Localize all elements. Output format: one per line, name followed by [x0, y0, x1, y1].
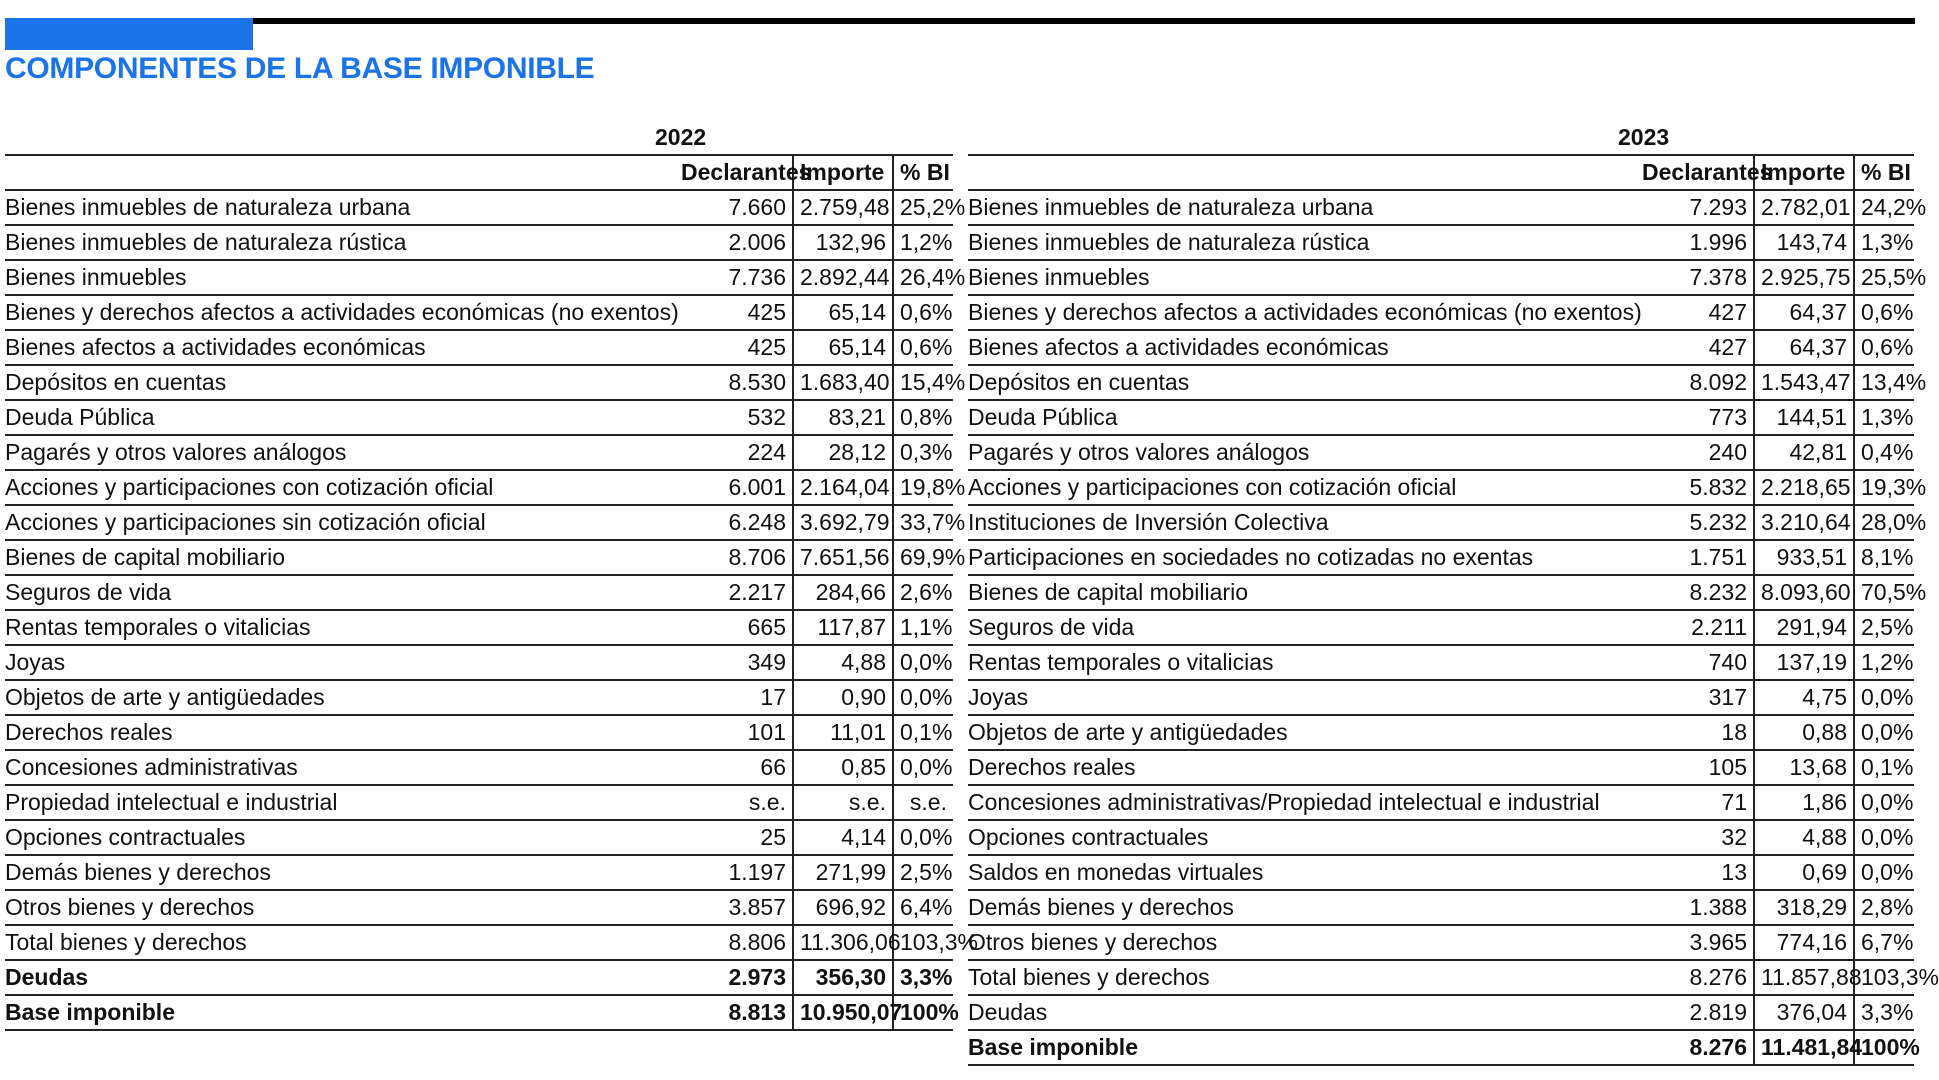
- row-pct: 1,3%: [1854, 400, 1914, 435]
- table-row: [5, 820, 953, 855]
- row-declarantes: 5.832: [1636, 470, 1754, 505]
- row-label: Seguros de vida: [968, 610, 1636, 645]
- row-declarantes: 740: [1636, 645, 1754, 680]
- row-importe: 13,68: [1754, 750, 1854, 785]
- row-importe: 1,86: [1754, 785, 1854, 820]
- table-row: [968, 855, 1914, 890]
- row-importe: 696,92: [793, 890, 893, 925]
- row-importe: 42,81: [1754, 435, 1854, 470]
- table-row: [968, 785, 1914, 820]
- table-row: [5, 645, 953, 680]
- row-declarantes: 2.973: [675, 960, 793, 995]
- row-label: Depósitos en cuentas: [968, 365, 1636, 400]
- table-row: [5, 190, 953, 225]
- row-declarantes: 425: [675, 330, 793, 365]
- row-importe: 933,51: [1754, 540, 1854, 575]
- row-declarantes: 1.197: [675, 855, 793, 890]
- row-label: Demás bienes y derechos: [5, 855, 675, 890]
- row-declarantes: 665: [675, 610, 793, 645]
- row-importe: 8.093,60: [1754, 575, 1854, 610]
- row-label: Demás bienes y derechos: [968, 890, 1636, 925]
- table-row: [968, 715, 1914, 750]
- row-pct: 1,2%: [1854, 645, 1914, 680]
- row-pct: 0,3%: [893, 435, 953, 470]
- table-row: [968, 470, 1914, 505]
- row-pct: 25,2%: [893, 190, 953, 225]
- table-panel-2023: [968, 120, 1939, 1066]
- table-row: [968, 505, 1914, 540]
- top-rule: [5, 18, 1915, 24]
- row-declarantes: 8.530: [675, 365, 793, 400]
- row-pct: 0,6%: [893, 295, 953, 330]
- table-row: [5, 855, 953, 890]
- table-row: [968, 890, 1914, 925]
- row-declarantes: 8.276: [1636, 1030, 1754, 1065]
- row-declarantes: 2.211: [1636, 610, 1754, 645]
- row-pct: 2,5%: [1854, 610, 1914, 645]
- row-declarantes: 2.819: [1636, 995, 1754, 1030]
- row-pct: 0,1%: [893, 715, 953, 750]
- page-title: COMPONENTES DE LA BASE IMPONIBLE: [5, 52, 595, 85]
- data-table: [968, 154, 1939, 1066]
- row-importe: 64,37: [1754, 330, 1854, 365]
- row-declarantes: 6.001: [675, 470, 793, 505]
- header-label: [5, 155, 675, 190]
- row-pct: 0,0%: [1854, 680, 1914, 715]
- row-label: Bienes de capital mobiliario: [5, 540, 675, 575]
- row-pct: 103,3%: [893, 925, 953, 960]
- row-importe: 7.651,56: [793, 540, 893, 575]
- row-declarantes: 32: [1636, 820, 1754, 855]
- row-label: Instituciones de Inversión Colectiva: [968, 505, 1636, 540]
- row-pct: 8,1%: [1854, 540, 1914, 575]
- row-pct: 3,3%: [893, 960, 953, 995]
- table-row: [5, 225, 953, 260]
- row-pct: 0,4%: [1854, 435, 1914, 470]
- table-row: [968, 295, 1914, 330]
- row-label: Deudas: [5, 960, 675, 995]
- row-importe: 0,90: [793, 680, 893, 715]
- row-pct: 6,7%: [1854, 925, 1914, 960]
- row-pct: 0,6%: [1854, 330, 1914, 365]
- row-importe: 774,16: [1754, 925, 1854, 960]
- row-label: Bienes inmuebles de naturaleza rústica: [968, 225, 1636, 260]
- table-body: [5, 190, 979, 1030]
- header-label: [968, 155, 1636, 190]
- row-label: Concesiones administrativas/Propiedad intelectual e industrial: [968, 785, 1636, 820]
- row-declarantes: 101: [675, 715, 793, 750]
- table-row: [968, 540, 1914, 575]
- header-importe: Importe: [793, 155, 893, 190]
- row-declarantes: 2.217: [675, 575, 793, 610]
- row-pct: 0,0%: [893, 680, 953, 715]
- row-pct: 26,4%: [893, 260, 953, 295]
- row-label: Bienes y derechos afectos a actividades económicas (no exentos): [968, 295, 1636, 330]
- table-row: [5, 260, 953, 295]
- table-row: [5, 960, 953, 995]
- row-pct: 1,2%: [893, 225, 953, 260]
- row-pct: 0,0%: [1854, 820, 1914, 855]
- row-label: Objetos de arte y antigüedades: [968, 715, 1636, 750]
- row-pct: 103,3%: [1854, 960, 1914, 995]
- row-label: Base imponible: [5, 995, 675, 1030]
- row-importe: 318,29: [1754, 890, 1854, 925]
- accent-bar: [5, 18, 253, 50]
- row-importe: 11.481,84: [1754, 1030, 1854, 1065]
- table-panel-2022: [5, 120, 979, 1031]
- table-row: [5, 925, 953, 960]
- row-declarantes: 317: [1636, 680, 1754, 715]
- row-importe: 65,14: [793, 330, 893, 365]
- row-importe: s.e.: [793, 785, 893, 820]
- table-row: [968, 225, 1914, 260]
- row-pct: 6,4%: [893, 890, 953, 925]
- row-declarantes: 66: [675, 750, 793, 785]
- row-declarantes: 532: [675, 400, 793, 435]
- row-importe: 83,21: [793, 400, 893, 435]
- row-label: Bienes inmuebles de naturaleza urbana: [5, 190, 675, 225]
- table-row: [5, 330, 953, 365]
- row-label: Bienes y derechos afectos a actividades económicas (no exentos): [5, 295, 675, 330]
- row-label: Deudas: [968, 995, 1636, 1030]
- row-label: Acciones y participaciones sin cotización oficial: [5, 505, 675, 540]
- row-declarantes: 1.388: [1636, 890, 1754, 925]
- row-importe: 356,30: [793, 960, 893, 995]
- row-importe: 143,74: [1754, 225, 1854, 260]
- row-importe: 0,69: [1754, 855, 1854, 890]
- row-label: Derechos reales: [5, 715, 675, 750]
- table-row: [968, 435, 1914, 470]
- row-importe: 4,14: [793, 820, 893, 855]
- table-row: [968, 960, 1914, 995]
- table-row: [968, 260, 1914, 295]
- row-importe: 4,88: [793, 645, 893, 680]
- table-row: [968, 680, 1914, 715]
- row-label: Pagarés y otros valores análogos: [968, 435, 1636, 470]
- row-label: Rentas temporales o vitalicias: [968, 645, 1636, 680]
- row-declarantes: 8.706: [675, 540, 793, 575]
- row-importe: 65,14: [793, 295, 893, 330]
- row-importe: 271,99: [793, 855, 893, 890]
- row-label: Depósitos en cuentas: [5, 365, 675, 400]
- row-importe: 28,12: [793, 435, 893, 470]
- header-row: [5, 155, 953, 190]
- data-table: [5, 154, 979, 1031]
- row-declarantes: 427: [1636, 295, 1754, 330]
- table-row: [968, 365, 1914, 400]
- row-declarantes: 8.813: [675, 995, 793, 1030]
- row-importe: 3.210,64: [1754, 505, 1854, 540]
- row-label: Derechos reales: [968, 750, 1636, 785]
- row-declarantes: 25: [675, 820, 793, 855]
- header-importe: Importe: [1754, 155, 1854, 190]
- row-label: Bienes inmuebles de naturaleza urbana: [968, 190, 1636, 225]
- table-row: [968, 820, 1914, 855]
- header-declarantes: Declarantes: [675, 155, 793, 190]
- row-declarantes: 3.965: [1636, 925, 1754, 960]
- row-declarantes: 2.006: [675, 225, 793, 260]
- row-pct: 0,0%: [893, 645, 953, 680]
- row-declarantes: 71: [1636, 785, 1754, 820]
- row-label: Acciones y participaciones con cotización oficial: [5, 470, 675, 505]
- row-label: Joyas: [968, 680, 1636, 715]
- row-importe: 2.164,04: [793, 470, 893, 505]
- row-pct: 100%: [1854, 1030, 1914, 1065]
- row-importe: 11,01: [793, 715, 893, 750]
- row-pct: 0,8%: [893, 400, 953, 435]
- table-row: [5, 540, 953, 575]
- table-row: [968, 610, 1914, 645]
- table-row: [5, 610, 953, 645]
- table-row: [968, 400, 1914, 435]
- row-importe: 4,75: [1754, 680, 1854, 715]
- table-row: [5, 505, 953, 540]
- row-declarantes: 7.736: [675, 260, 793, 295]
- row-label: Total bienes y derechos: [968, 960, 1636, 995]
- row-importe: 1.683,40: [793, 365, 893, 400]
- row-declarantes: 349: [675, 645, 793, 680]
- row-pct: s.e.: [893, 785, 953, 820]
- table-body: [968, 190, 1939, 1065]
- row-pct: 0,0%: [893, 820, 953, 855]
- row-pct: 0,1%: [1854, 750, 1914, 785]
- table-row: [968, 925, 1914, 960]
- header-pct: % BI: [893, 155, 953, 190]
- row-importe: 144,51: [1754, 400, 1854, 435]
- row-pct: 70,5%: [1854, 575, 1914, 610]
- table-row: [968, 190, 1914, 225]
- header-row: [968, 155, 1914, 190]
- row-importe: 0,85: [793, 750, 893, 785]
- year-label: 2022: [655, 124, 707, 150]
- table-row: [5, 890, 953, 925]
- row-label: Rentas temporales o vitalicias: [5, 610, 675, 645]
- table-row: [968, 995, 1914, 1030]
- row-importe: 3.692,79: [793, 505, 893, 540]
- row-declarantes: 8.092: [1636, 365, 1754, 400]
- row-pct: 3,3%: [1854, 995, 1914, 1030]
- row-declarantes: 425: [675, 295, 793, 330]
- row-declarantes: s.e.: [675, 785, 793, 820]
- row-pct: 24,2%: [1854, 190, 1914, 225]
- row-pct: 0,0%: [893, 750, 953, 785]
- row-declarantes: 427: [1636, 330, 1754, 365]
- row-importe: 2.892,44: [793, 260, 893, 295]
- row-pct: 0,0%: [1854, 785, 1914, 820]
- row-pct: 2,8%: [1854, 890, 1914, 925]
- year-label: 2023: [1618, 124, 1670, 150]
- row-declarantes: 105: [1636, 750, 1754, 785]
- row-declarantes: 8.806: [675, 925, 793, 960]
- row-pct: 0,0%: [1854, 855, 1914, 890]
- row-pct: 28,0%: [1854, 505, 1914, 540]
- row-importe: 2.782,01: [1754, 190, 1854, 225]
- row-declarantes: 5.232: [1636, 505, 1754, 540]
- table-row: [5, 435, 953, 470]
- row-label: Otros bienes y derechos: [5, 890, 675, 925]
- row-importe: 4,88: [1754, 820, 1854, 855]
- row-label: Bienes afectos a actividades económicas: [5, 330, 675, 365]
- row-label: Objetos de arte y antigüedades: [5, 680, 675, 715]
- row-declarantes: 17: [675, 680, 793, 715]
- row-label: Bienes de capital mobiliario: [968, 575, 1636, 610]
- row-label: Bienes inmuebles: [5, 260, 675, 295]
- row-label: Base imponible: [968, 1030, 1636, 1065]
- row-pct: 100%: [893, 995, 953, 1030]
- row-declarantes: 240: [1636, 435, 1754, 470]
- row-declarantes: 224: [675, 435, 793, 470]
- row-pct: 1,1%: [893, 610, 953, 645]
- table-row: [968, 1030, 1914, 1065]
- table-row: [5, 470, 953, 505]
- table-row: [5, 995, 953, 1030]
- row-declarantes: 7.378: [1636, 260, 1754, 295]
- row-importe: 284,66: [793, 575, 893, 610]
- table-row: [5, 680, 953, 715]
- row-label: Deuda Pública: [968, 400, 1636, 435]
- row-pct: 33,7%: [893, 505, 953, 540]
- table-row: [5, 750, 953, 785]
- row-label: Opciones contractuales: [5, 820, 675, 855]
- header-declarantes: Declarantes: [1636, 155, 1754, 190]
- row-label: Total bienes y derechos: [5, 925, 675, 960]
- row-declarantes: 8.232: [1636, 575, 1754, 610]
- row-importe: 10.950,07: [793, 995, 893, 1030]
- table-row: [968, 330, 1914, 365]
- row-importe: 11.306,06: [793, 925, 893, 960]
- row-pct: 0,0%: [1854, 715, 1914, 750]
- row-importe: 2.925,75: [1754, 260, 1854, 295]
- row-pct: 19,3%: [1854, 470, 1914, 505]
- row-declarantes: 6.248: [675, 505, 793, 540]
- table-row: [968, 645, 1914, 680]
- row-importe: 64,37: [1754, 295, 1854, 330]
- row-importe: 2.759,48: [793, 190, 893, 225]
- row-declarantes: 1.751: [1636, 540, 1754, 575]
- row-declarantes: 3.857: [675, 890, 793, 925]
- row-pct: 15,4%: [893, 365, 953, 400]
- row-label: Propiedad intelectual e industrial: [5, 785, 675, 820]
- row-importe: 376,04: [1754, 995, 1854, 1030]
- row-pct: 69,9%: [893, 540, 953, 575]
- row-pct: 13,4%: [1854, 365, 1914, 400]
- row-pct: 19,8%: [893, 470, 953, 505]
- row-declarantes: 18: [1636, 715, 1754, 750]
- row-importe: 11.857,88: [1754, 960, 1854, 995]
- row-label: Pagarés y otros valores análogos: [5, 435, 675, 470]
- row-label: Opciones contractuales: [968, 820, 1636, 855]
- row-declarantes: 7.660: [675, 190, 793, 225]
- row-declarantes: 1.996: [1636, 225, 1754, 260]
- row-pct: 0,6%: [893, 330, 953, 365]
- row-label: Joyas: [5, 645, 675, 680]
- row-importe: 291,94: [1754, 610, 1854, 645]
- row-importe: 137,19: [1754, 645, 1854, 680]
- row-label: Bienes inmuebles: [968, 260, 1636, 295]
- row-pct: 2,5%: [893, 855, 953, 890]
- row-label: Participaciones en sociedades no cotizadas no exentas: [968, 540, 1636, 575]
- row-label: Acciones y participaciones con cotización oficial: [968, 470, 1636, 505]
- row-declarantes: 7.293: [1636, 190, 1754, 225]
- table-row: [5, 785, 953, 820]
- table-row: [5, 295, 953, 330]
- row-label: Seguros de vida: [5, 575, 675, 610]
- row-declarantes: 8.276: [1636, 960, 1754, 995]
- row-label: Bienes inmuebles de naturaleza rústica: [5, 225, 675, 260]
- row-pct: 25,5%: [1854, 260, 1914, 295]
- row-importe: 117,87: [793, 610, 893, 645]
- header-pct: % BI: [1854, 155, 1914, 190]
- table-row: [968, 750, 1914, 785]
- table-row: [5, 365, 953, 400]
- row-importe: 2.218,65: [1754, 470, 1854, 505]
- row-label: Bienes afectos a actividades económicas: [968, 330, 1636, 365]
- row-pct: 2,6%: [893, 575, 953, 610]
- row-importe: 1.543,47: [1754, 365, 1854, 400]
- row-importe: 0,88: [1754, 715, 1854, 750]
- row-declarantes: 773: [1636, 400, 1754, 435]
- row-label: Concesiones administrativas: [5, 750, 675, 785]
- table-row: [5, 715, 953, 750]
- row-pct: 1,3%: [1854, 225, 1914, 260]
- table-row: [5, 400, 953, 435]
- row-label: Saldos en monedas virtuales: [968, 855, 1636, 890]
- table-row: [968, 575, 1914, 610]
- row-label: Deuda Pública: [5, 400, 675, 435]
- row-declarantes: 13: [1636, 855, 1754, 890]
- row-label: Otros bienes y derechos: [968, 925, 1636, 960]
- row-importe: 132,96: [793, 225, 893, 260]
- row-pct: 0,6%: [1854, 295, 1914, 330]
- table-row: [5, 575, 953, 610]
